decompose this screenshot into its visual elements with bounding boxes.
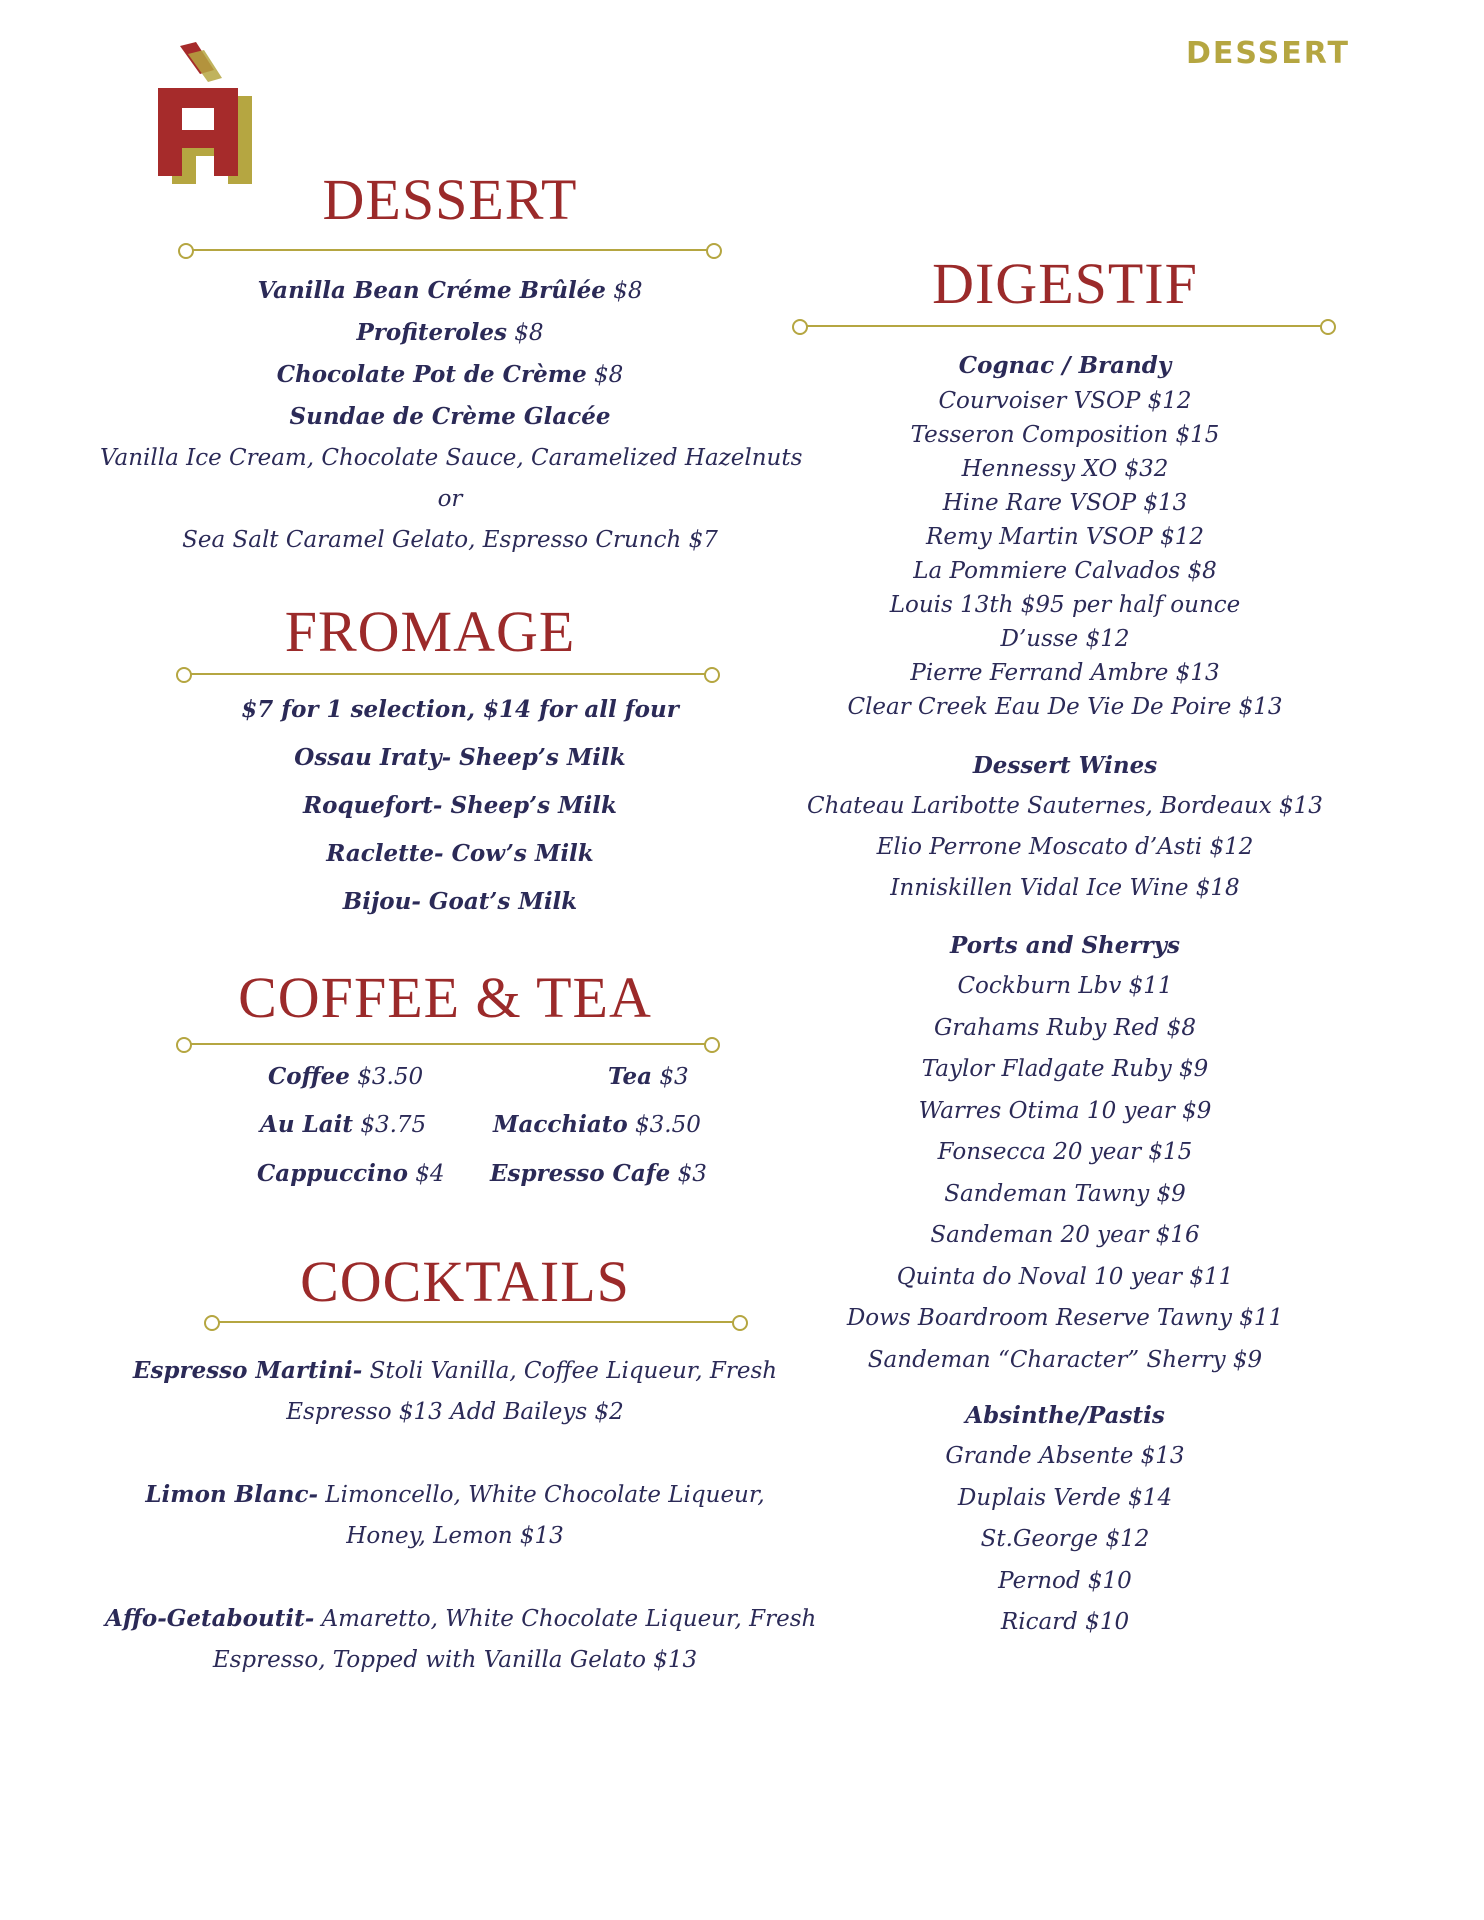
digestif-item: Hine Rare VSOP $13 [942, 490, 1188, 516]
cocktail-item: Espresso Martini- Stoli Vanilla, Coffee Liqueur, Fresh Espresso $13 Add Baileys $2 [132, 1357, 778, 1425]
digestif-item: Grande Absente $13 [945, 1443, 1185, 1469]
digestif-item: Warres Otima 10 year $9 [918, 1097, 1212, 1124]
digestif-item: Elio Perrone Moscato d’Asti $12 [876, 834, 1254, 860]
digestif-item: Remy Martin VSOP $12 [926, 524, 1204, 550]
digestif-item: Chateau Laribotte Sauternes, Bordeaux $13 [807, 793, 1323, 819]
digestif-item: Louis 13th $95 per half ounce [889, 592, 1241, 618]
fromage-item: Roquefort- Sheep’s Milk [303, 792, 617, 819]
digestif-item: Pernod $10 [998, 1567, 1132, 1594]
fromage-item: Bijou- Goat’s Milk [342, 888, 578, 915]
digestif-dessert-wines [775, 746, 1355, 909]
digestif-absinthe [775, 1396, 1355, 1644]
sundae-option-2: Sea Salt Caramel Gelato, Espresso Crunch $7 [182, 527, 718, 553]
cocktails-heading: COCKTAILS [300, 1249, 630, 1314]
coffee-item: Cappuccino $4 [257, 1160, 445, 1187]
digestif-group-title: Absinthe/Pastis [965, 1402, 1165, 1429]
coffee-heading: COFFEE & TEA [238, 965, 652, 1030]
digestif-item: La Pommiere Calvados $8 [913, 558, 1217, 584]
coffee-item: Macchiato $3.50 [493, 1111, 701, 1138]
dessert-rule [178, 240, 722, 260]
digestif-item: Quinta do Noval 10 year $11 [896, 1263, 1234, 1290]
digestif-section [775, 251, 1355, 316]
cocktail-item: Affo-Getaboutit- Amaretto, White Chocolate Liqueur, Fresh Espresso, Topped with Vanilla Gelato $13 [105, 1605, 817, 1673]
fromage-item: Raclette- Cow’s Milk [326, 840, 594, 867]
digestif-item: Sandeman Tawny $9 [944, 1180, 1186, 1207]
dessert-item: Sundae de Crème Glacée [289, 403, 611, 430]
coffee-item: Au Lait $3.75 [260, 1111, 427, 1138]
digestif-item: Courvoiser VSOP $12 [938, 388, 1192, 414]
digestif-item: Grahams Ruby Red $8 [934, 1014, 1196, 1041]
digestif-item: Sandeman “Character” Sherry $9 [867, 1346, 1263, 1373]
fromage-pricing: $7 for 1 selection, $14 for all four [241, 696, 679, 723]
digestif-cognac [775, 348, 1355, 724]
fromage-section [80, 599, 780, 664]
digestif-item: Clear Creek Eau De Vie De Poire $13 [847, 694, 1283, 720]
digestif-group-title: Dessert Wines [972, 752, 1158, 779]
coffee-item: Espresso Cafe $3 [490, 1160, 707, 1187]
cocktail-item: Limon Blanc- Limoncello, White Chocolate Liqueur, Honey, Lemon $13 [145, 1481, 765, 1549]
coffee-rule [176, 1034, 720, 1054]
fromage-rule [176, 664, 720, 684]
coffee-item: Coffee $3.50 [268, 1063, 424, 1090]
cocktails-section [115, 1249, 815, 1314]
digestif-group-title: Ports and Sherrys [950, 932, 1180, 959]
digestif-heading: DIGESTIF [932, 251, 1198, 316]
digestif-item: Ricard $10 [1000, 1609, 1130, 1635]
digestif-group-title: Cognac / Brandy [958, 352, 1172, 379]
dessert-section [100, 167, 800, 232]
digestif-item: D’usse $12 [1000, 626, 1130, 652]
sundae-option-1: Vanilla Ice Cream, Chocolate Sauce, Caramelized Hazelnuts [100, 445, 803, 471]
dessert-items [100, 270, 803, 561]
digestif-rule [792, 316, 1336, 336]
fromage-items [110, 686, 810, 926]
dessert-item: Chocolate Pot de Crème $8 [276, 361, 624, 388]
digestif-item: Sandeman 20 year $16 [930, 1222, 1200, 1248]
digestif-item: Cockburn Lbv $11 [957, 973, 1173, 999]
digestif-item: Duplais Verde $14 [957, 1484, 1173, 1511]
digestif-item: Taylor Fladgate Ruby $9 [921, 1056, 1209, 1082]
coffee-section [95, 965, 795, 1030]
fromage-heading: FROMAGE [284, 599, 576, 664]
dessert-item: Vanilla Bean Créme Brûlée $8 [257, 277, 643, 304]
digestif-item: St.George $12 [980, 1526, 1150, 1552]
digestif-item: Inniskillen Vidal Ice Wine $18 [890, 875, 1240, 901]
sundae-or: or [437, 486, 463, 512]
cocktail-items [105, 1350, 817, 1681]
dessert-heading: DESSERT [322, 167, 578, 232]
fromage-item: Ossau Iraty- Sheep’s Milk [294, 744, 626, 771]
digestif-item: Tesseron Composition $15 [910, 422, 1220, 448]
digestif-ports [775, 926, 1355, 1381]
digestif-item: Dows Boardroom Reserve Tawny $11 [846, 1305, 1284, 1331]
digestif-item: Hennessy XO $32 [961, 456, 1169, 482]
dessert-item: Profiteroles $8 [356, 319, 544, 346]
coffee-item: Tea $3 [608, 1063, 689, 1090]
digestif-item: Fonsecca 20 year $15 [937, 1139, 1193, 1165]
page-label: DESSERT [1186, 36, 1350, 71]
digestif-item: Pierre Ferrand Ambre $13 [910, 660, 1220, 686]
cocktails-rule [204, 1312, 748, 1332]
